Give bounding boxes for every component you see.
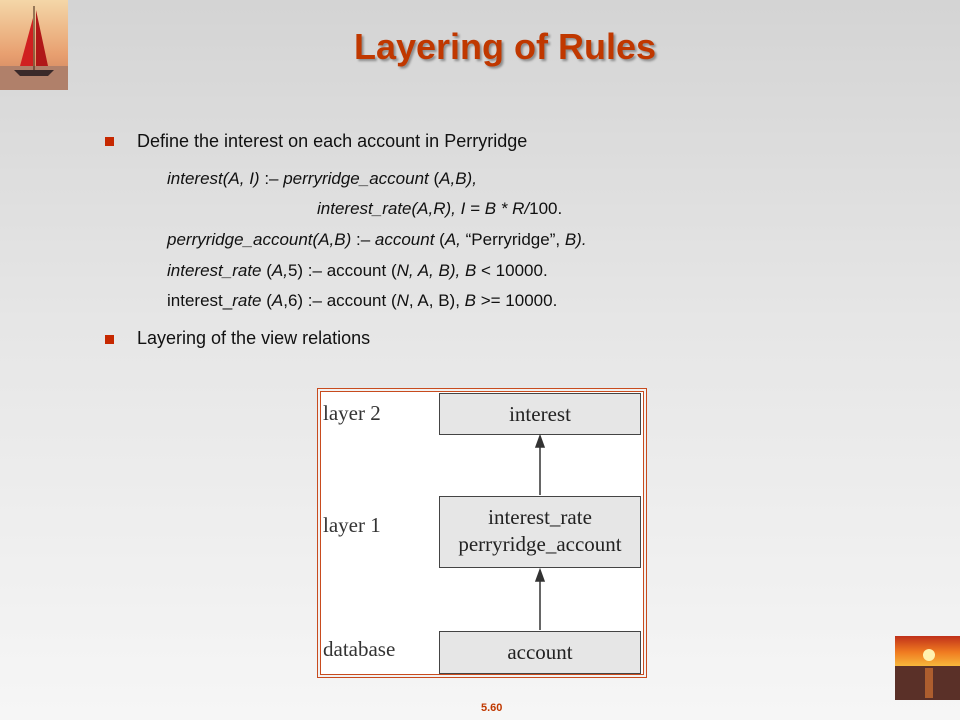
layer-1-label: layer 1 bbox=[323, 513, 381, 537]
database-label: database bbox=[323, 637, 396, 661]
rule-3-arg-a: A, bbox=[444, 230, 461, 249]
arrow-up-icon bbox=[536, 570, 544, 630]
perryridge-account-text: perryridge_account bbox=[458, 532, 622, 556]
rule-1-body: perryridge_account bbox=[283, 169, 429, 188]
rule-5-body: ,6) :– account ( bbox=[283, 291, 397, 310]
interest-box-text: interest bbox=[509, 402, 571, 426]
rule-2-const: 100. bbox=[529, 199, 563, 218]
layering-diagram bbox=[317, 388, 647, 678]
sunset-image bbox=[895, 636, 960, 700]
account-box-text: account bbox=[507, 640, 573, 664]
rule-3-implies: :– bbox=[351, 230, 375, 249]
bullet-square-icon bbox=[105, 137, 114, 146]
slide-title: Layering of Rules bbox=[353, 26, 657, 67]
bullet-square-icon bbox=[105, 335, 114, 344]
page-number: 5.60 bbox=[481, 702, 503, 714]
rule-5-paren: ( bbox=[261, 291, 272, 310]
rule-5-cond: >= 10000. bbox=[476, 291, 558, 310]
interest-rate-text: interest_rate bbox=[488, 505, 592, 529]
rule-1-head: interest(A, I) bbox=[167, 169, 260, 188]
rule-1-paren: ( bbox=[428, 169, 440, 188]
rule-line-1 bbox=[167, 169, 477, 189]
rule-5-args: , A, B), bbox=[408, 291, 465, 310]
rule-5-arg-n: N bbox=[396, 291, 409, 310]
rule-3-head: perryridge_account(A,B) bbox=[167, 230, 352, 249]
rule-4-head: interest_rate bbox=[167, 261, 262, 280]
rule-3-const: “Perryridge”, bbox=[460, 230, 565, 249]
rule-4-arg-a: A, bbox=[271, 261, 288, 280]
layer-2-label: layer 2 bbox=[323, 401, 381, 425]
rule-line-2 bbox=[317, 199, 562, 219]
rule-5-head-a: interest_ bbox=[167, 291, 233, 310]
bullet-text-define-interest: Define the interest on each account in Perryridge bbox=[137, 131, 528, 151]
rule-4-paren: ( bbox=[261, 261, 272, 280]
rule-5-arg-a: A bbox=[271, 291, 284, 310]
rule-3-paren: ( bbox=[434, 230, 445, 249]
rule-line-5 bbox=[167, 291, 557, 311]
dependency-arrows bbox=[318, 389, 646, 677]
rule-1-args: A,B), bbox=[439, 169, 477, 188]
rule-line-3 bbox=[167, 230, 587, 250]
rule-1-implies: :– bbox=[259, 169, 284, 188]
rule-5-head-b: rate bbox=[232, 291, 262, 310]
bullet-text-layering: Layering of the view relations bbox=[137, 328, 371, 348]
rule-3-arg-b: B). bbox=[564, 230, 587, 249]
rule-4-cond: < 10000. bbox=[476, 261, 548, 280]
rule-2-body: interest_rate(A,R), I = B * R/ bbox=[317, 199, 530, 218]
rule-5-arg-b: B bbox=[464, 291, 476, 310]
rule-4-args: N, A, B), B bbox=[396, 261, 477, 280]
rule-4-body: 5) :– account ( bbox=[287, 261, 397, 280]
rule-3-body: account bbox=[374, 230, 435, 249]
rule-line-4 bbox=[167, 261, 548, 281]
arrow-up-icon bbox=[536, 436, 544, 495]
